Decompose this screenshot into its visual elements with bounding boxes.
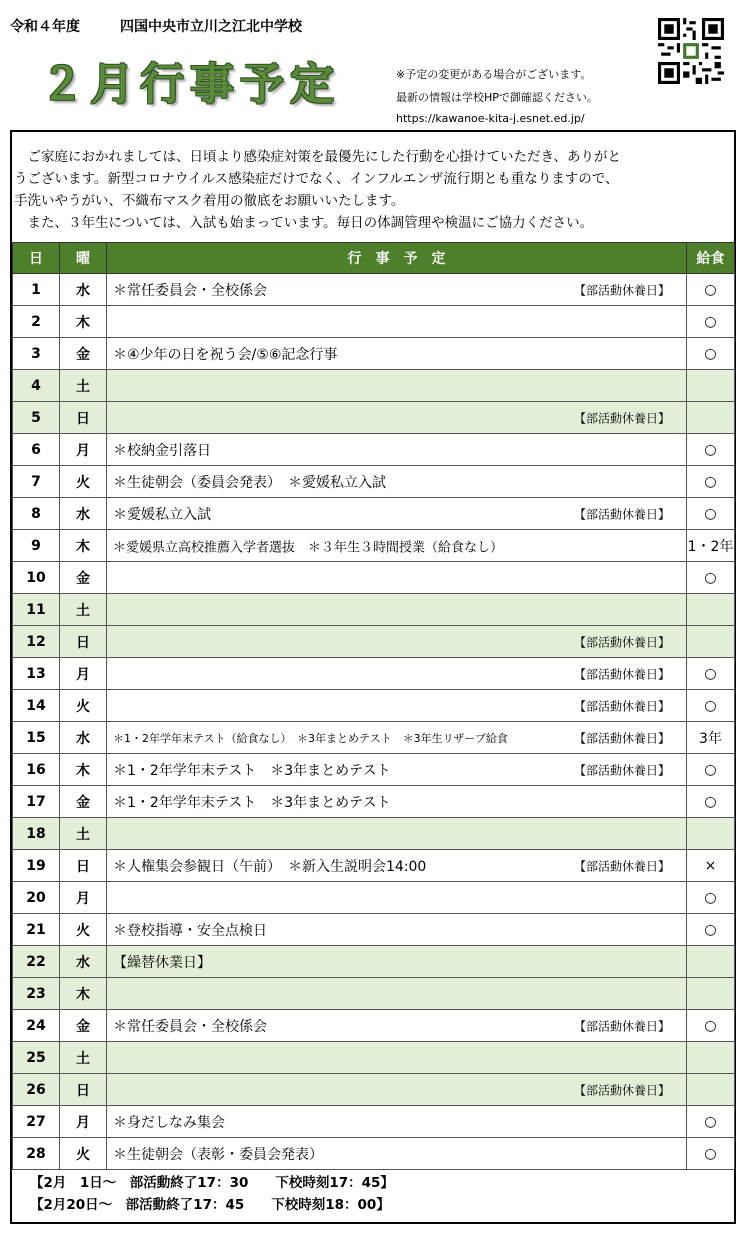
- day-cell: 9: [13, 530, 60, 562]
- weekday-cell: 金: [60, 1010, 107, 1042]
- event-text: ＊常任委員会・全校係会: [113, 1018, 267, 1035]
- column-header-day: 日: [13, 243, 60, 274]
- weekday-cell: 日: [60, 626, 107, 658]
- weekday-cell: 月: [60, 434, 107, 466]
- weekday-cell: 土: [60, 1042, 107, 1074]
- table-row: [13, 594, 735, 626]
- footer-line: 【2月 1日～ 部活動終了17：30 下校時刻17：45】: [30, 1175, 394, 1191]
- lunch-cell: ○: [687, 306, 735, 338]
- event-text: 【繰替休業日】: [113, 954, 211, 971]
- table-row: [13, 658, 735, 690]
- lunch-cell: [687, 370, 735, 402]
- day-cell: 8: [13, 498, 60, 530]
- day-cell: 25: [13, 1042, 60, 1074]
- lunch-cell: ○: [687, 690, 735, 722]
- event-text: ＊④少年の日を祝う会/⑤⑥記念行事: [113, 346, 338, 363]
- fiscal-year: 令和４年度: [10, 19, 80, 35]
- weekday-cell: 木: [60, 754, 107, 786]
- intro-message: [14, 146, 734, 234]
- weekday-cell: 土: [60, 818, 107, 850]
- day-cell: 17: [13, 786, 60, 818]
- events-cell: [107, 498, 687, 530]
- weekday-cell: 木: [60, 306, 107, 338]
- event-text: ＊1・2年学年末テスト（給食なし） ＊3年まとめテスト ＊3年生リザーブ給食: [113, 731, 508, 745]
- day-cell: 18: [13, 818, 60, 850]
- table-row: [13, 274, 735, 306]
- events-cell: [107, 786, 687, 818]
- table-row: [13, 1138, 735, 1170]
- weekday-cell: 木: [60, 978, 107, 1010]
- lunch-cell: [687, 594, 735, 626]
- table-row: [13, 1074, 735, 1106]
- page-title: ２月行事予定: [40, 59, 340, 110]
- weekday-cell: 水: [60, 722, 107, 754]
- lunch-cell: ○: [687, 754, 735, 786]
- school-url-link[interactable]: https://kawanoe-kita-j.esnet.ed.jp/: [396, 112, 585, 125]
- lunch-cell: ○: [687, 1138, 735, 1170]
- lunch-cell: [687, 978, 735, 1010]
- day-cell: 2: [13, 306, 60, 338]
- lunch-cell: ○: [687, 498, 735, 530]
- day-cell: 24: [13, 1010, 60, 1042]
- table-row: [13, 850, 735, 882]
- events-cell: [107, 434, 687, 466]
- day-cell: 5: [13, 402, 60, 434]
- weekday-cell: 火: [60, 690, 107, 722]
- table-row: [13, 882, 735, 914]
- day-cell: 4: [13, 370, 60, 402]
- schedule-table: [12, 242, 735, 1170]
- day-cell: 13: [13, 658, 60, 690]
- table-row: [13, 786, 735, 818]
- weekday-cell: 月: [60, 658, 107, 690]
- table-row: [13, 530, 735, 562]
- lunch-cell: [687, 818, 735, 850]
- event-text: ＊愛媛県立高校推薦入学者選抜 ＊３年生３時間授業（給食なし）: [113, 540, 504, 555]
- column-header-events: 行 事 予 定: [107, 243, 687, 274]
- event-text: ＊生徒朝会（表彰・委員会発表）: [113, 1146, 323, 1163]
- note-line-2: 最新の情報は学校HPで御確認ください。: [396, 91, 598, 104]
- events-cell: [107, 1042, 687, 1074]
- table-row: [13, 690, 735, 722]
- events-cell: [107, 1074, 687, 1106]
- day-cell: 11: [13, 594, 60, 626]
- table-row: [13, 402, 735, 434]
- club-rest-tag: 【部活動休養日】: [573, 859, 670, 873]
- lunch-cell: ○: [687, 466, 735, 498]
- events-cell: [107, 466, 687, 498]
- table-row: [13, 946, 735, 978]
- events-cell: [107, 658, 687, 690]
- footer-line: 【2月20日～ 部活動終了17：45 下校時刻18：00】: [30, 1197, 390, 1213]
- table-row: [13, 434, 735, 466]
- club-rest-tag: 【部活動休養日】: [573, 283, 670, 297]
- events-cell: [107, 882, 687, 914]
- weekday-cell: 土: [60, 370, 107, 402]
- day-cell: 12: [13, 626, 60, 658]
- events-cell: [107, 754, 687, 786]
- weekday-cell: 金: [60, 786, 107, 818]
- lunch-cell: ○: [687, 562, 735, 594]
- day-cell: 6: [13, 434, 60, 466]
- day-cell: 3: [13, 338, 60, 370]
- events-cell: [107, 306, 687, 338]
- event-text: ＊生徒朝会（委員会発表） ＊愛媛私立入試: [113, 474, 386, 491]
- table-row: [13, 466, 735, 498]
- events-cell: [107, 1106, 687, 1138]
- table-row: [13, 754, 735, 786]
- club-rest-tag: 【部活動休養日】: [573, 699, 670, 713]
- event-text: ＊身だしなみ集会: [113, 1114, 225, 1131]
- lunch-cell: 1・2年: [687, 530, 735, 562]
- intro-line: 手洗いやうがい、不織布マスク着用の徹底をお願いいたします。: [14, 193, 405, 209]
- lunch-cell: ○: [687, 1106, 735, 1138]
- day-cell: 10: [13, 562, 60, 594]
- table-row: [13, 562, 735, 594]
- weekday-cell: 日: [60, 402, 107, 434]
- lunch-cell: [687, 402, 735, 434]
- lunch-cell: [687, 626, 735, 658]
- lunch-cell: ○: [687, 786, 735, 818]
- lunch-cell: ○: [687, 882, 735, 914]
- table-row: [13, 338, 735, 370]
- club-rest-tag: 【部活動休養日】: [573, 635, 670, 649]
- table-row: [13, 626, 735, 658]
- events-cell: [107, 1138, 687, 1170]
- events-cell: [107, 818, 687, 850]
- event-text: ＊人権集会参観日（午前） ＊新入生説明会14:00: [113, 858, 427, 875]
- lunch-cell: ○: [687, 338, 735, 370]
- weekday-cell: 木: [60, 530, 107, 562]
- club-rest-tag: 【部活動休養日】: [573, 763, 670, 777]
- schedule-header-row: [13, 243, 735, 274]
- club-rest-tag: 【部活動休養日】: [573, 667, 670, 681]
- events-cell: [107, 690, 687, 722]
- event-text: ＊校納金引落日: [113, 442, 211, 459]
- day-cell: 22: [13, 946, 60, 978]
- club-rest-tag: 【部活動休養日】: [573, 507, 670, 521]
- table-row: [13, 498, 735, 530]
- club-rest-tag: 【部活動休養日】: [573, 411, 670, 425]
- intro-line: ご家庭におかれましては、日頃より感染症対策を最優先にした行動を心掛けていただき、ありがと: [14, 149, 621, 165]
- club-schedule-footer: [30, 1172, 394, 1216]
- weekday-cell: 火: [60, 1138, 107, 1170]
- table-row: [13, 306, 735, 338]
- events-cell: [107, 946, 687, 978]
- table-row: [13, 1010, 735, 1042]
- events-cell: [107, 274, 687, 306]
- weekday-cell: 日: [60, 850, 107, 882]
- lunch-cell: ○: [687, 274, 735, 306]
- events-cell: [107, 978, 687, 1010]
- events-cell: [107, 594, 687, 626]
- table-row: [13, 1106, 735, 1138]
- events-cell: [107, 914, 687, 946]
- events-cell: [107, 1010, 687, 1042]
- club-rest-tag: 【部活動休養日】: [573, 1083, 670, 1097]
- lunch-cell: [687, 1042, 735, 1074]
- club-rest-tag: 【部活動休養日】: [573, 731, 670, 745]
- lunch-cell: [687, 946, 735, 978]
- table-row: [13, 722, 735, 754]
- event-text: ＊常任委員会・全校係会: [113, 282, 267, 299]
- table-row: [13, 370, 735, 402]
- intro-line: また、３年生については、入試も始まっています。毎日の体調管理や検温にご協力ください。: [14, 215, 594, 231]
- schedule-body: [13, 274, 735, 1170]
- day-cell: 16: [13, 754, 60, 786]
- day-cell: 19: [13, 850, 60, 882]
- day-cell: 1: [13, 274, 60, 306]
- event-text: ＊1・2年学年末テスト ＊3年まとめテスト: [113, 794, 391, 811]
- qr-code-icon[interactable]: [658, 18, 724, 84]
- event-text: ＊1・2年学年末テスト ＊3年まとめテスト: [113, 762, 391, 779]
- weekday-cell: 金: [60, 338, 107, 370]
- day-cell: 15: [13, 722, 60, 754]
- weekday-cell: 月: [60, 882, 107, 914]
- events-cell: [107, 626, 687, 658]
- weekday-cell: 土: [60, 594, 107, 626]
- table-row: [13, 914, 735, 946]
- event-text: ＊登校指導・安全点検日: [113, 922, 267, 939]
- lunch-cell: ○: [687, 658, 735, 690]
- weekday-cell: 火: [60, 914, 107, 946]
- day-cell: 7: [13, 466, 60, 498]
- note-line-1: ※予定の変更がある場合がございます。: [396, 68, 592, 81]
- lunch-cell: [687, 1074, 735, 1106]
- events-cell: [107, 562, 687, 594]
- weekday-cell: 火: [60, 466, 107, 498]
- weekday-cell: 月: [60, 1106, 107, 1138]
- intro-line: うございます。新型コロナウイルス感染症だけでなく、インフルエンザ流行期とも重なりますので、: [14, 171, 619, 187]
- school-name: 四国中央市立川之江北中学校: [120, 19, 302, 35]
- table-row: [13, 978, 735, 1010]
- column-header-weekday: 曜: [60, 243, 107, 274]
- weekday-cell: 金: [60, 562, 107, 594]
- table-row: [13, 818, 735, 850]
- lunch-cell: ○: [687, 1010, 735, 1042]
- day-cell: 26: [13, 1074, 60, 1106]
- events-cell: [107, 370, 687, 402]
- weekday-cell: 水: [60, 498, 107, 530]
- lunch-cell: ○: [687, 914, 735, 946]
- day-cell: 23: [13, 978, 60, 1010]
- events-cell: [107, 850, 687, 882]
- events-cell: [107, 402, 687, 434]
- club-rest-tag: 【部活動休養日】: [573, 1019, 670, 1033]
- weekday-cell: 日: [60, 1074, 107, 1106]
- column-header-lunch: 給食: [687, 243, 735, 274]
- day-cell: 20: [13, 882, 60, 914]
- lunch-cell: ×: [687, 850, 735, 882]
- weekday-cell: 水: [60, 946, 107, 978]
- events-cell: [107, 722, 687, 754]
- day-cell: 27: [13, 1106, 60, 1138]
- table-row: [13, 1042, 735, 1074]
- day-cell: 21: [13, 914, 60, 946]
- events-cell: [107, 530, 687, 562]
- lunch-cell: ○: [687, 434, 735, 466]
- day-cell: 28: [13, 1138, 60, 1170]
- day-cell: 14: [13, 690, 60, 722]
- lunch-cell: 3年: [687, 722, 735, 754]
- event-text: ＊愛媛私立入試: [113, 506, 211, 523]
- events-cell: [107, 338, 687, 370]
- weekday-cell: 水: [60, 274, 107, 306]
